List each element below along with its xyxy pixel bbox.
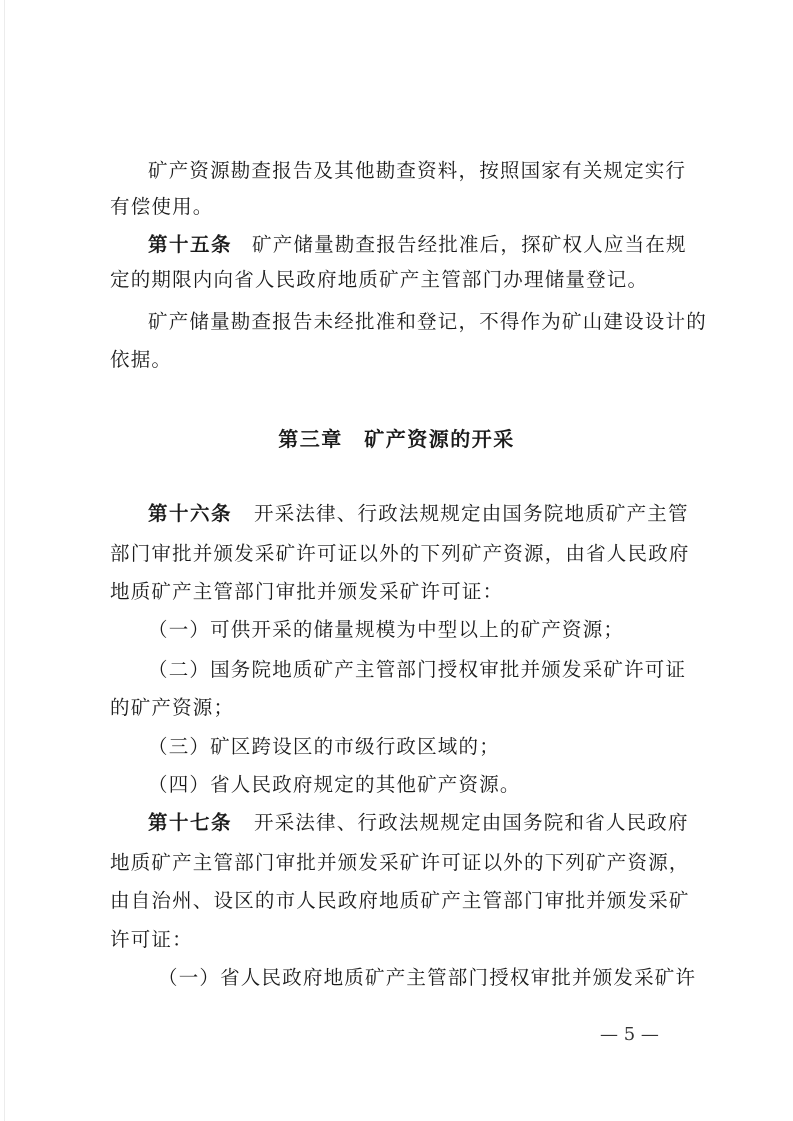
line-text: 依据。 — [110, 348, 173, 371]
article-heading: 第十六条 — [148, 502, 233, 525]
line-text: （四）省人民政府规定的其他矿产资源。 — [148, 773, 521, 796]
line-text: 矿产储量勘查报告未经批准和登记，不得作为矿山建设设计的 — [148, 310, 707, 333]
line-text: 部门审批并颁发采矿许可证以外的下列矿产资源，由省人民政府 — [110, 542, 690, 565]
line-text: 许可证： — [110, 928, 193, 951]
line-text: 开采法律、行政法规规定由国务院地质矿产主管 — [254, 502, 689, 525]
line-text: （一）省人民政府地质矿产主管部门授权审批并颁发采矿许 — [158, 966, 697, 989]
line-text: 矿产资源勘查报告及其他勘查资料，按照国家有关规定实行 — [148, 159, 687, 182]
line-text: 开采法律、行政法规规定由国务院和省人民政府 — [254, 811, 689, 834]
article-heading: 第十五条 — [148, 233, 233, 256]
line-text: 地质矿产主管部门审批并颁发采矿许可证以外的下列矿产资源， — [110, 851, 690, 874]
chapter-title: 第三章 矿产资源的开采 — [278, 427, 515, 451]
article-heading: 第十七条 — [148, 811, 233, 834]
page-number: — 5 — — [600, 1024, 659, 1045]
line-text: 有偿使用。 — [110, 195, 214, 218]
line-text: 的矿产资源； — [110, 696, 235, 719]
line-text: 定的期限内向省人民政府地质矿产主管部门办理储量登记。 — [110, 268, 649, 291]
line-text: （三）矿区跨设区的市级行政区域的； — [148, 735, 500, 758]
line-text: （二）国务院地质矿产主管部门授权审批并颁发采矿许可证 — [148, 658, 687, 681]
scan-margin-line — [4, 0, 5, 1121]
line-text: 地质矿产主管部门审批并颁发采矿许可证： — [110, 580, 504, 603]
line-text: （一）可供开采的储量规模为中型以上的矿产资源； — [148, 618, 625, 641]
line-text: 由自治州、设区的市人民政府地质矿产主管部门审批并颁发采矿 — [110, 889, 690, 912]
line-text: 矿产储量勘查报告经批准后，探矿权人应当在规 — [252, 233, 687, 256]
